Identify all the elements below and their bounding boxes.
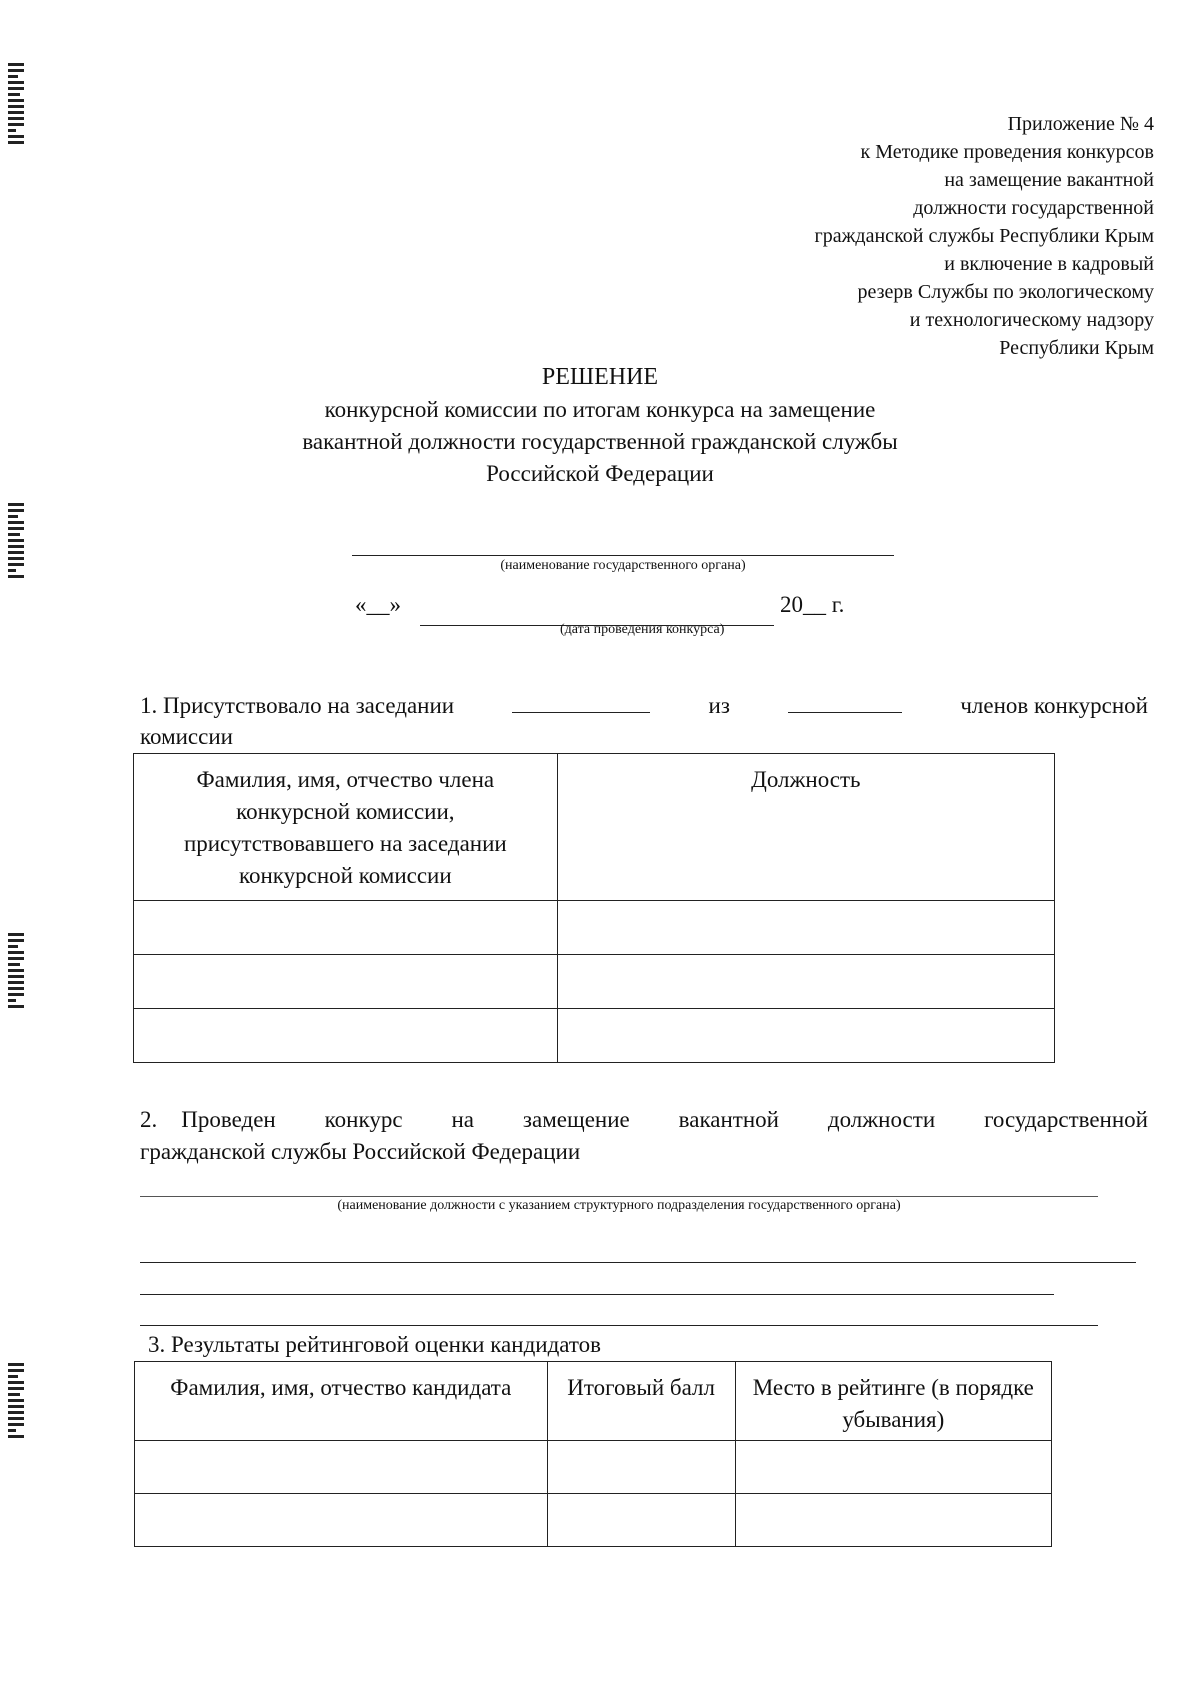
date-year-field[interactable]: 20__ г. [780,592,845,617]
table-cell[interactable] [557,901,1054,955]
section-1-from: из [708,693,730,718]
section-1-text [140,690,1148,752]
table-header-row [134,754,1055,901]
org-name-field[interactable] [352,555,894,556]
section-2-line-2: гражданской службы Российской Федерации [140,1139,581,1164]
section-2-line-1: Проведен конкурс на замещение вакантной должности государственной [181,1107,1148,1132]
scan-artifact [8,500,24,581]
appendix-line: к Методике проведения конкурсов [860,141,1154,163]
table-row [135,1494,1052,1547]
scan-artifact [8,930,24,1011]
total-count-field[interactable] [788,690,902,713]
post-name-field-line[interactable] [140,1294,1054,1295]
table-row [134,1009,1055,1063]
scan-artifact [8,1360,24,1441]
appendix-line: гражданской службы Республики Крым [814,225,1154,247]
org-name-caption: (наименование государственного органа) [500,558,746,573]
document-subtitle-line: Российской Федерации [486,461,714,486]
column-header-position: Должность [557,754,1054,901]
post-name-field-line[interactable] [140,1262,1136,1263]
table-cell[interactable] [547,1441,735,1494]
section-1-lead: 1. Присутствовало на заседании [140,693,455,718]
table-cell[interactable] [135,1441,548,1494]
table-cell[interactable] [735,1494,1051,1547]
section-2-number: 2. [140,1107,158,1132]
column-header-total-score: Итоговый балл [547,1362,735,1441]
appendix-line: и включение в кадровый [944,253,1154,275]
table-header-row [135,1362,1052,1441]
table-cell[interactable] [735,1441,1051,1494]
table-cell[interactable] [547,1494,735,1547]
table-row [135,1441,1052,1494]
appendix-line: Республики Крым [999,337,1154,359]
appendix-line: резерв Службы по экологическому [857,281,1154,303]
section-1-end: комиссии [140,724,233,749]
post-name-field-line[interactable] [140,1325,1098,1326]
appendix-line: на замещение вакантной [944,169,1154,191]
appendix-line: и технологическому надзору [909,309,1154,331]
table-row [134,901,1055,955]
column-header-rank: Место в рейтинге (в порядке убывания) [735,1362,1051,1441]
post-name-caption: (наименование должности с указанием структурного подразделения государственного органа) [337,1198,901,1213]
column-header-candidate-name: Фамилия, имя, отчество кандидата [135,1362,548,1441]
date-row [355,592,401,618]
section-2-text [140,1104,1148,1168]
post-name-field[interactable] [140,1196,1098,1197]
section-1-members: членов конкурсной [960,693,1148,718]
table-cell[interactable] [557,955,1054,1009]
table-row [134,955,1055,1009]
scan-artifact [8,60,24,147]
title-block [0,360,1200,490]
document-subtitle-line: вакантной должности государственной гражданской службы [302,429,898,454]
appendix-line: должности государственной [913,197,1154,219]
appendix-line: Приложение № 4 [1007,113,1154,135]
appendix-header [634,110,1154,362]
members-table [133,753,1055,1063]
date-day-field[interactable]: «__» [355,592,401,617]
table-cell[interactable] [134,955,558,1009]
present-count-field[interactable] [512,690,650,713]
table-cell[interactable] [135,1494,548,1547]
table-cell[interactable] [134,1009,558,1063]
document-subtitle-line: конкурсной комиссии по итогам конкурса на замещение [324,397,876,422]
document-title: РЕШЕНИЕ [541,364,659,390]
rating-table [134,1361,1052,1547]
column-header-member-name: Фамилия, имя, отчество члена конкурсной комиссии, присутствовавшего на заседании конкурсной комиссии [134,754,558,901]
date-caption: (дата проведения конкурса) [560,622,725,637]
section-3-title: 3. Результаты рейтинговой оценки кандидатов [148,1332,602,1357]
table-cell[interactable] [557,1009,1054,1063]
table-cell[interactable] [134,901,558,955]
